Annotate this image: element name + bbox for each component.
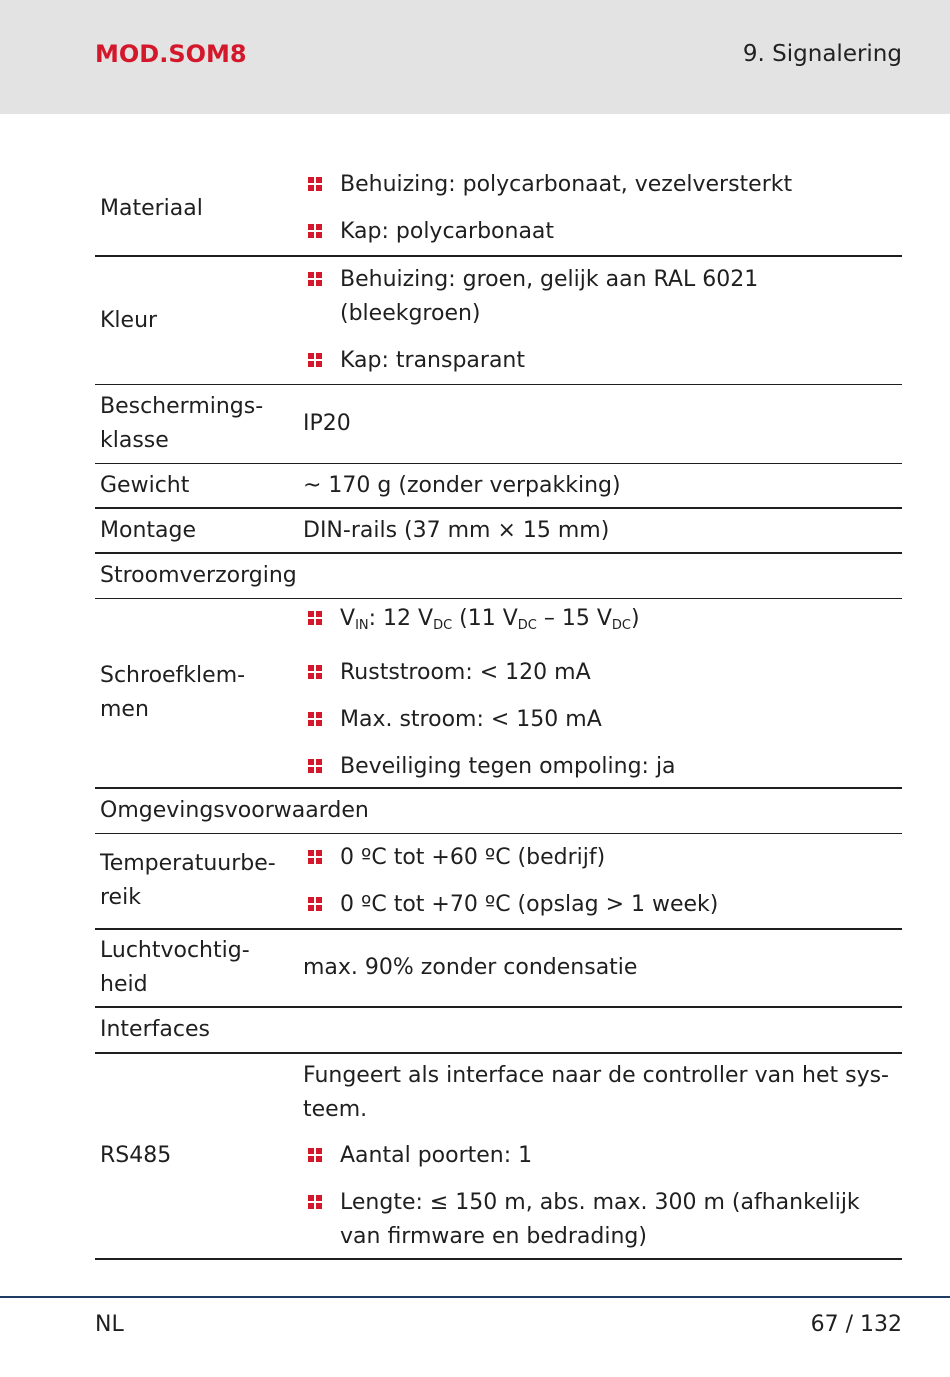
row-value [297, 168, 902, 249]
list-item: $V_{IN}$: 12 $V_{DC}$ (11 $V_{DC} - 15$ $V_{DC}$) [297, 602, 902, 643]
row-label: RS485 [100, 1143, 172, 1168]
bullet-icon [308, 850, 324, 866]
bullet-icon [308, 353, 324, 369]
section-heading: Stroomverzorging [100, 563, 297, 588]
list-item: 0 ºC tot +70 ºC (opslag > 1 week) [297, 888, 902, 922]
rs485-intro: Fungeert als interface naar de controller van het sys- teem. [303, 1062, 889, 1122]
list-item: Behuizing: groen, gelijk aan RAL 6021 (bleekgroen) [297, 263, 902, 331]
list-item: Kap: polycarbonaat [297, 215, 902, 249]
bullet-icon [308, 272, 324, 288]
row-schroefklemmen [95, 599, 902, 789]
row-label: Beschermings- klasse [100, 394, 264, 453]
list-item: 0 ºC tot +60 ºC (bedrijf) [297, 841, 902, 875]
row-value: DIN-rails (37 mm × 15 mm) [303, 517, 610, 543]
row-label: Montage [100, 517, 196, 543]
row-value: IP20 [303, 411, 351, 436]
bullet-icon [308, 611, 324, 627]
bullet-icon [308, 1148, 324, 1164]
bullet-icon [308, 665, 324, 681]
row-gewicht [95, 464, 902, 509]
list-item: Aantal poorten: 1 [297, 1139, 902, 1173]
footer-language: NL [95, 1312, 124, 1337]
section-heading: Interfaces [100, 1017, 210, 1042]
row-rs485 [95, 1054, 902, 1260]
page-header [0, 0, 950, 114]
row-stroomverzorging [95, 554, 902, 599]
bullet-icon [308, 759, 324, 775]
bullet-icon [308, 224, 324, 240]
row-label: Schroefklem- men [100, 663, 246, 722]
row-luchtvochtigheid [95, 930, 902, 1008]
page-number: 67 / 132 [810, 1312, 902, 1337]
spec-table [95, 162, 902, 1260]
row-value [297, 602, 902, 784]
row-label: Materiaal [100, 195, 203, 221]
row-label: Gewicht [100, 472, 190, 498]
list-item: Lengte: ≤ 150 m, abs. max. 300 m (afhankelijk van firmware en bedrading) [297, 1186, 902, 1254]
row-value: max. 90% zonder condensatie [303, 955, 638, 980]
product-name: MOD.SOM8 [95, 40, 247, 68]
list-item: Max. stroom: < 150 mA [297, 703, 902, 737]
list-item: Kap: transparant [297, 344, 902, 378]
row-temperatuurbereik [95, 834, 902, 930]
section-heading: Omgevingsvoorwaarden [100, 798, 369, 823]
row-interfaces [95, 1008, 902, 1054]
row-value [297, 263, 902, 378]
row-materiaal [95, 162, 902, 257]
section-title: 9. Signalering [742, 41, 902, 67]
bullet-icon [308, 177, 324, 193]
row-value: ~ 170 g (zonder verpakking) [303, 472, 621, 498]
row-kleur [95, 257, 902, 385]
row-beschermingsklasse [95, 385, 902, 464]
row-label: Luchtvochtig- heid [100, 938, 250, 997]
row-label: Kleur [100, 307, 158, 333]
row-omgevingsvoorwaarden [95, 789, 902, 834]
row-value [297, 841, 902, 922]
bullet-icon [308, 712, 324, 728]
list-item: Ruststroom: < 120 mA [297, 656, 902, 690]
list-item: Beveiliging tegen ompoling: ja [297, 750, 902, 784]
row-value [297, 1059, 902, 1254]
row-label: Temperatuurbe- reik [100, 851, 276, 910]
row-montage [95, 509, 902, 554]
footer-divider [0, 1296, 950, 1298]
bullet-icon [308, 897, 324, 913]
list-item: Behuizing: polycarbonaat, vezelversterkt [297, 168, 902, 202]
bullet-icon [308, 1195, 324, 1211]
